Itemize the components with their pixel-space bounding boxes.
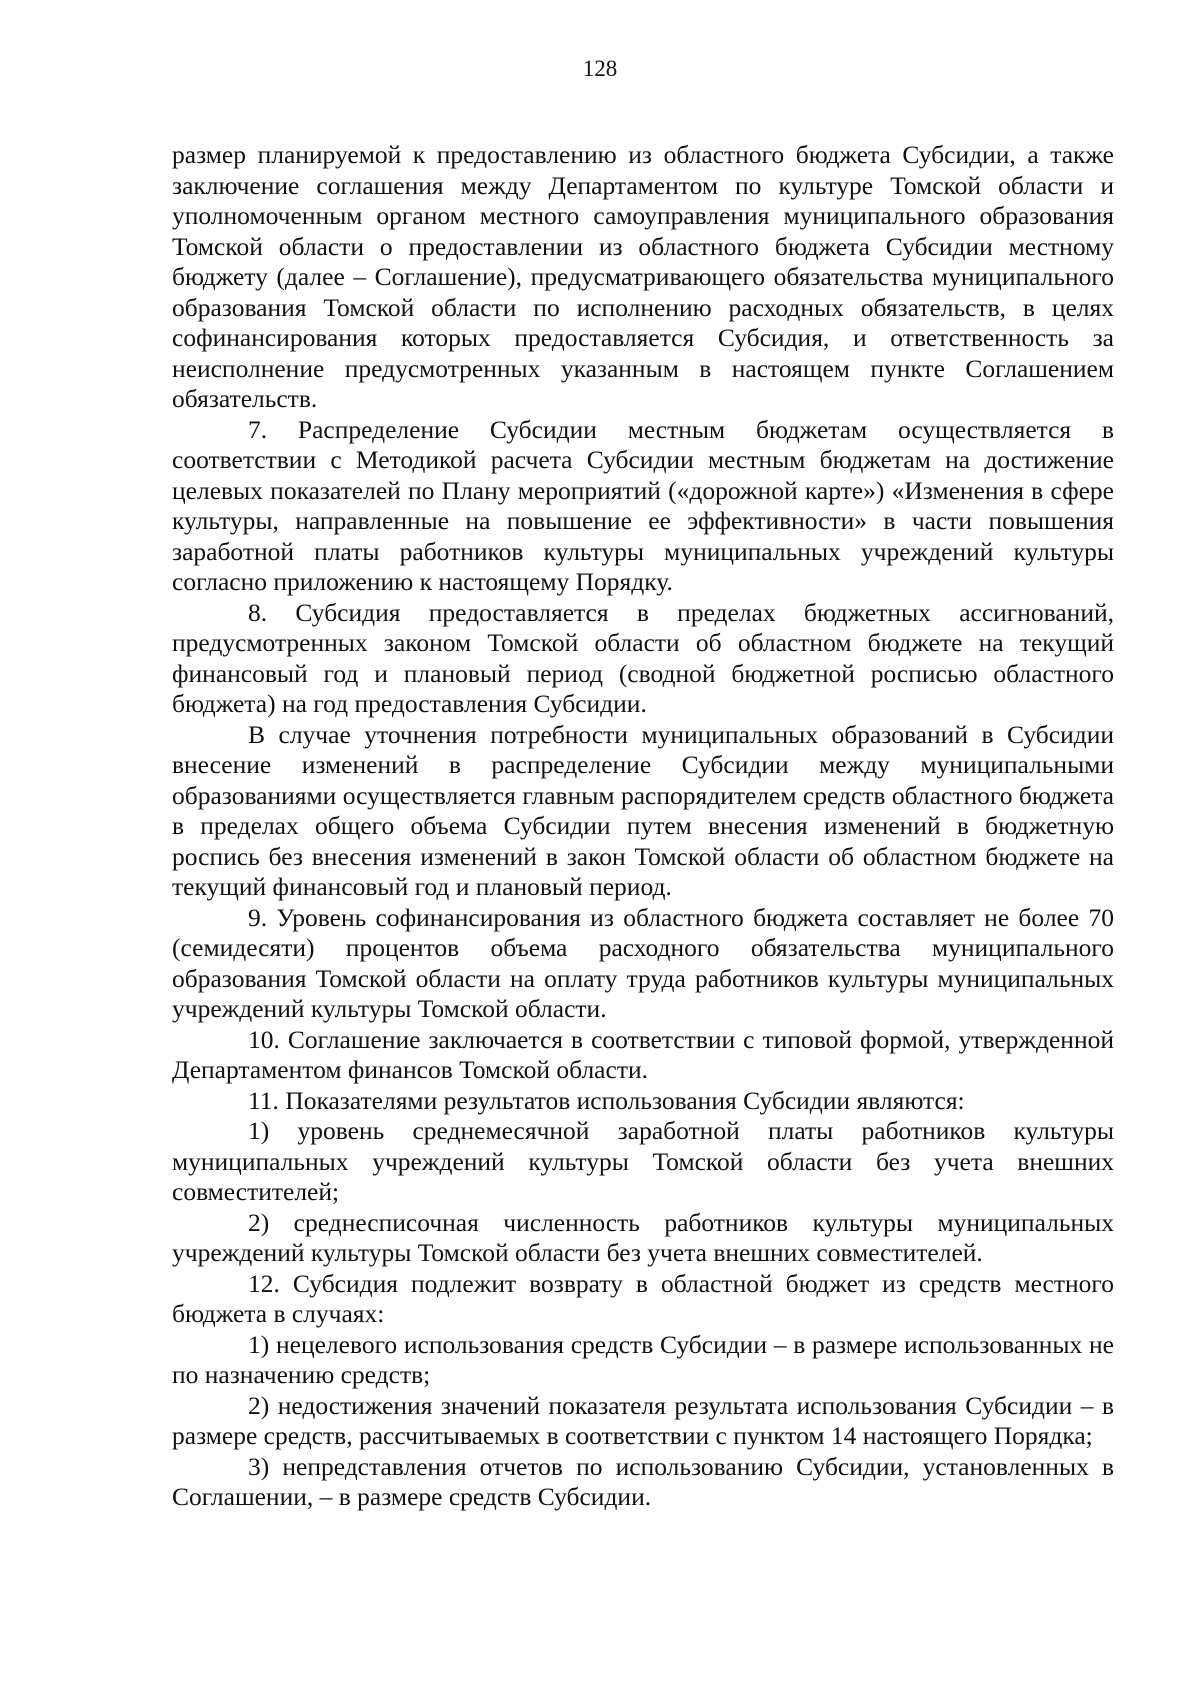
paragraph-item-11-subitem-2: 2) среднесписочная численность работников культуры муниципальных учреждений культуры Томской области без учета внешних совместителей. [172,1207,1114,1267]
paragraph-item-8: 8. Субсидия предоставляется в пределах бюджетных ассигнований, предусмотренных законом Томской области об областном бюджете на текущий финансовый год и плановый период (сводной бюджетной росписью областного бюджета) на год предоставления Субсидии. [172,597,1114,718]
page-number: 128 [582,56,618,81]
paragraph-item-10: 10. Соглашение заключается в соответствии с типовой формой, утвержденной Департаментом финансов Томской области. [172,1024,1114,1084]
paragraph-item-9: 9. Уровень софинансирования из областного бюджета составляет не более 70 (семидесяти) процентов объема расходного обязательства муниципального образования Томской области на оплату труда работников культуры муниципальных учреждений культуры Томской области. [172,902,1114,1023]
paragraph-item-12: 12. Субсидия подлежит возврату в областной бюджет из средств местного бюджета в случаях: [172,1268,1114,1328]
paragraph-item-7: 7. Распределение Субсидии местным бюджетам осуществляется в соответствии с Методикой расчета Субсидии местным бюджетам на достижение целевых показателей по Плану мероприятий («дорожной карте») «Изменения в сфере культуры, направленные на повышение ее эффективности» в части повышения заработной платы работников культуры муниципальных учреждений культуры согласно приложению к настоящему Порядку. [172,414,1114,596]
paragraph-item-12-subitem-2: 2) недостижения значений показателя результата использования Субсидии – в размере средств, рассчитываемых в соответствии с пунктом 14 настоящего Порядка; [172,1390,1114,1450]
paragraph-item-11: 11. Показателями результатов использования Субсидии являются: [248,1085,965,1115]
document-body [172,140,1114,1513]
paragraph-item-12-subitem-3: 3) непредставления отчетов по использованию Субсидии, установленных в Соглашении, – в размере средств Субсидии. [172,1451,1114,1511]
paragraph-item-12-subitem-1: 1) нецелевого использования средств Субсидии – в размере использованных не по назначению средств; [172,1329,1114,1389]
paragraph-intro: размер планируемой к предоставлению из областного бюджета Субсидии, а также заключение соглашения между Департаментом по культуре Томской области и уполномоченным органом местного самоуправления муниципального образования Томской области о предоставлении из областного бюджета Субсидии местному бюджету (далее – Соглашение), предусматривающего обязательства муниципального образования Томской области по исполнению расходных обязательств, в целях софинансирования которых предоставляется Субсидия, и ответственность за неисполнение предусмотренных указанным в настоящем пункте Соглашением обязательств. [172,140,1114,413]
paragraph-item-8-continued: В случае уточнения потребности муниципальных образований в Субсидии внесение изменений в распределение Субсидии между муниципальными образованиями осуществляется главным распорядителем средств областного бюджета в пределах общего объема Субсидии путем внесения изменений в бюджетную роспись без внесения изменений в закон Томской области об областном бюджете на текущий финансовый год и плановый период. [172,719,1114,901]
paragraph-item-11-subitem-1: 1) уровень среднемесячной заработной платы работников культуры муниципальных учреждений культуры Томской области без учета внешних совместителей; [172,1116,1114,1206]
